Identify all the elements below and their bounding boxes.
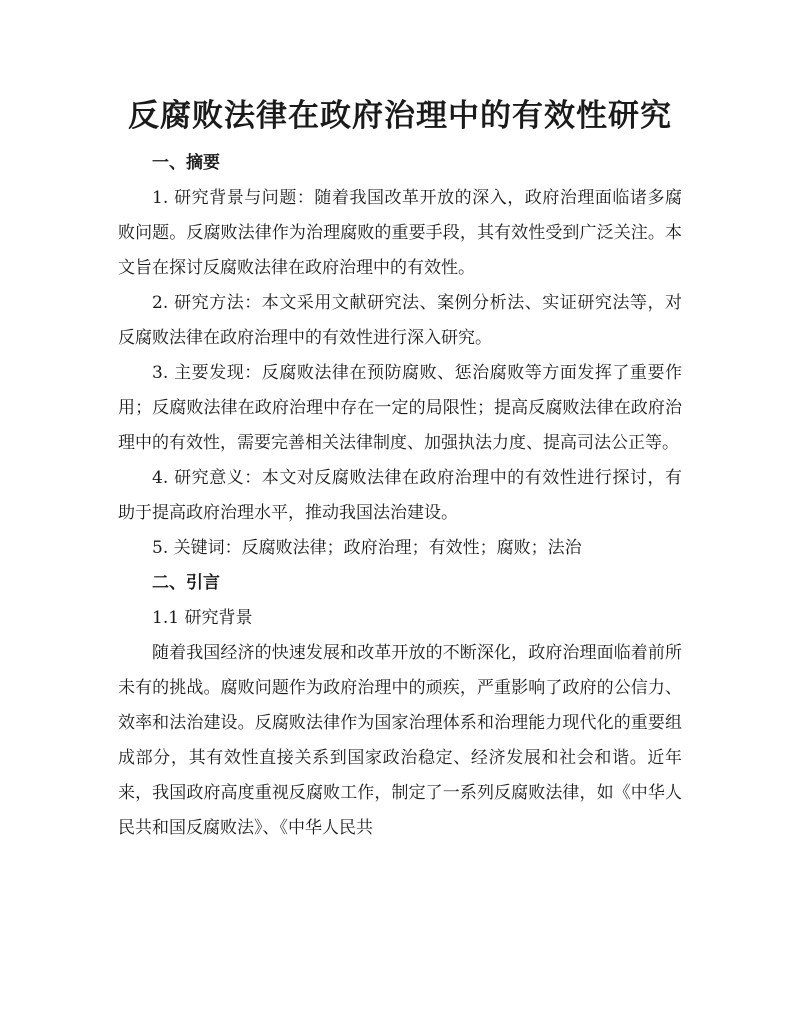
abstract-item-significance: 4. 研究意义：本文对反腐败法律在政府治理中的有效性进行探讨，有助于提高政府治理水平，推动我国法治建设。 (118, 468, 682, 523)
abstract-item-findings: 3. 主要发现：反腐败法律在预防腐败、惩治腐败等方面发挥了重要作用；反腐败法律在政府治理中存在一定的局限性；提高反腐败法律在政府治理中的有效性，需要完善相关法律制度、加强执法力度、提高司法公正等。 (118, 363, 682, 453)
document-title: 反腐败法律在政府治理中的有效性研究 (128, 98, 672, 134)
document-body (118, 146, 682, 846)
introduction-paragraph: 随着我国经济的快速发展和改革开放的不断深化，政府治理面临着前所未有的挑战。腐败问题作为政府治理中的顽疾，严重影响了政府的公信力、效率和法治建设。反腐败法律作为国家治理体系和治理能力现代化的重要组成部分，其有效性直接关系到国家政治稳定、经济发展和社会和谐。近年来，我国政府高度重视反腐败工作，制定了一系列反腐败法律，如《中华人民共和国反腐败法》、《中华人民共 (118, 643, 682, 838)
abstract-item-keywords: 5. 关键词：反腐败法律；政府治理；有效性；腐败；法治 (152, 538, 582, 558)
subsection-heading-background: 1.1 研究背景 (152, 608, 253, 628)
abstract-item-background: 1. 研究背景与问题：随着我国改革开放的深入，政府治理面临诸多腐败问题。反腐败法律作为治理腐败的重要手段，其有效性受到广泛关注。本文旨在探讨反腐败法律在政府治理中的有效性。 (118, 188, 682, 278)
abstract-item-method: 2. 研究方法：本文采用文献研究法、案例分析法、实证研究法等，对反腐败法律在政府治理中的有效性进行深入研究。 (118, 293, 682, 348)
section-heading-abstract: 一、摘要 (152, 153, 220, 173)
section-heading-introduction: 二、引言 (152, 573, 220, 593)
